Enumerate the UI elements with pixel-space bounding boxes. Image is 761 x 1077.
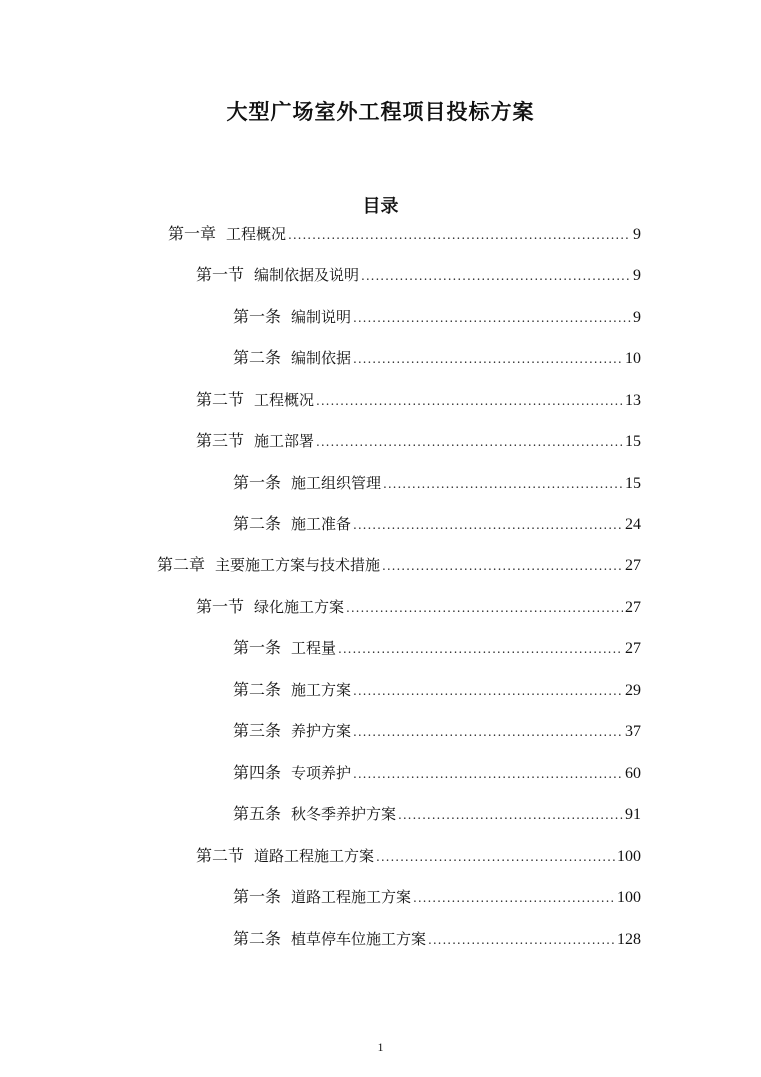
page-number: 1 <box>377 1040 384 1054</box>
toc-leader-dots <box>346 601 623 615</box>
toc-entry-title: 施工部署 <box>254 432 315 450</box>
toc-entry-section[interactable] <box>196 387 641 411</box>
toc-entry-page: 27 <box>625 557 641 574</box>
toc-entry-page: 10 <box>625 350 641 367</box>
toc-leader-dots <box>316 394 623 408</box>
toc-entry-label: 第四条 <box>233 763 282 782</box>
toc-entry-article[interactable] <box>233 677 641 701</box>
toc-entry-title: 施工组织管理 <box>291 474 382 492</box>
toc-entry-page: 37 <box>625 723 641 740</box>
toc-leader-dots <box>353 311 631 325</box>
toc-entry-article[interactable] <box>233 511 641 535</box>
toc-leader-dots <box>376 850 615 864</box>
toc-entry-label: 第一条 <box>233 473 282 492</box>
toc-entry-section[interactable] <box>196 594 641 618</box>
toc-entry-page: 24 <box>625 516 641 533</box>
toc-entry-label: 第二条 <box>233 929 282 948</box>
toc-leader-dots <box>353 518 623 532</box>
toc-entry-page: 29 <box>625 682 641 699</box>
toc-entry-title: 工程量 <box>291 639 337 657</box>
toc-entry-article[interactable] <box>233 345 641 369</box>
toc-entry-section[interactable] <box>196 428 641 452</box>
toc-entry-page: 9 <box>633 267 641 284</box>
toc-leader-dots <box>288 228 631 242</box>
document-title: 大型广场室外工程项目投标方案 <box>226 100 535 124</box>
toc-leader-dots <box>316 435 623 449</box>
toc-entry-page: 60 <box>625 765 641 782</box>
toc-entry-page: 9 <box>633 309 641 326</box>
toc-entry-label: 第一条 <box>233 307 282 326</box>
toc-entry-page: 100 <box>617 889 641 906</box>
toc-leader-dots <box>413 891 615 905</box>
toc-entry-title: 秋冬季养护方案 <box>291 805 397 823</box>
toc-entry-article[interactable] <box>233 718 641 742</box>
toc-entry-article[interactable] <box>233 926 641 950</box>
toc-entry-label: 第一条 <box>233 638 282 657</box>
toc-entry-title: 编制依据及说明 <box>254 266 360 284</box>
toc-entry-section[interactable] <box>196 262 641 286</box>
toc-leader-dots <box>398 808 623 822</box>
toc-entry-section[interactable] <box>196 843 641 867</box>
toc-entry-page: 27 <box>625 640 641 657</box>
toc-entry-label: 第一节 <box>196 597 245 616</box>
toc-entry-page: 15 <box>625 475 641 492</box>
toc-entry-article[interactable] <box>233 760 641 784</box>
toc-leader-dots <box>428 933 615 947</box>
toc-entry-page: 9 <box>633 226 641 243</box>
toc-leader-dots <box>382 559 623 573</box>
toc-entry-page: 100 <box>617 848 641 865</box>
toc-entry-page: 15 <box>625 433 641 450</box>
toc-entry-label: 第二节 <box>196 846 245 865</box>
toc-entry-label: 第二条 <box>233 348 282 367</box>
toc-entry-article[interactable] <box>233 801 641 825</box>
toc-entry-chapter-2[interactable] <box>157 552 641 576</box>
toc-entry-label: 第二章 <box>157 555 206 574</box>
toc-entry-label: 第二节 <box>196 390 245 409</box>
toc-entry-title: 编制依据 <box>291 349 352 367</box>
toc-leader-dots <box>353 684 623 698</box>
toc-leader-dots <box>353 352 623 366</box>
toc-entry-label: 第三条 <box>233 721 282 740</box>
toc-entry-title: 绿化施工方案 <box>254 598 345 616</box>
toc-entry-chapter-1[interactable] <box>168 221 641 245</box>
toc-entry-page: 128 <box>617 931 641 948</box>
toc-entry-article[interactable] <box>233 304 641 328</box>
toc-entry-label: 第二条 <box>233 680 282 699</box>
toc-entry-label: 第一章 <box>168 224 217 243</box>
toc-leader-dots <box>353 725 623 739</box>
toc-entry-title: 道路工程施工方案 <box>254 847 375 865</box>
toc-entry-article[interactable] <box>233 884 641 908</box>
toc-entry-title: 专项养护 <box>291 764 352 782</box>
toc-leader-dots <box>383 477 623 491</box>
toc-entry-label: 第五条 <box>233 804 282 823</box>
toc-entry-title: 施工准备 <box>291 515 352 533</box>
toc-entry-label: 第一节 <box>196 265 245 284</box>
toc-entry-article[interactable] <box>233 635 641 659</box>
toc-leader-dots <box>353 767 623 781</box>
toc-entry-page: 91 <box>625 806 641 823</box>
toc-entry-label: 第二条 <box>233 514 282 533</box>
toc-entry-title: 工程概况 <box>226 225 287 243</box>
toc-entry-title: 编制说明 <box>291 308 352 326</box>
toc-entry-title: 养护方案 <box>291 722 352 740</box>
toc-leader-dots <box>338 642 623 656</box>
toc-leader-dots <box>361 269 631 283</box>
toc-entry-title: 道路工程施工方案 <box>291 888 412 906</box>
toc-entry-label: 第三节 <box>196 431 245 450</box>
toc-entry-label: 第一条 <box>233 887 282 906</box>
toc-entry-title: 主要施工方案与技术措施 <box>215 556 381 574</box>
toc-entry-title: 工程概况 <box>254 391 315 409</box>
toc-entry-title: 施工方案 <box>291 681 352 699</box>
toc-heading: 目录 <box>362 196 399 217</box>
toc-entry-title: 植草停车位施工方案 <box>291 930 427 948</box>
toc-entry-article[interactable] <box>233 470 641 494</box>
toc-entry-page: 13 <box>625 392 641 409</box>
toc-entry-page: 27 <box>625 599 641 616</box>
